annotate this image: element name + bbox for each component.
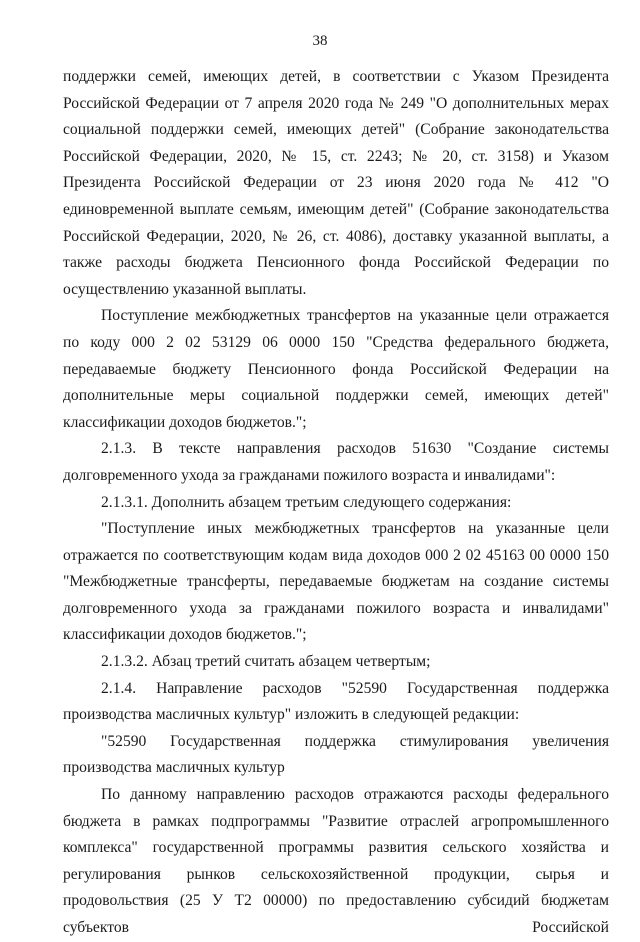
paragraph-2-1-3-2: 2.1.3.2. Абзац третий считать абзацем четвертым;: [101, 653, 431, 671]
paragraph-continuation: поддержки семей, имеющих детей, в соответствии с Указом Президента Российской Федерации от 7 апреля 2020 года № 249 "О дополнительных мерах социальной поддержки семей, имеющих детей" (Собрание законодательства Российской Федерации, 2020, № 15, ст. 2243; № 20, ст. 3158) и Указом Президента Российской Федерации от 23 июня 2020 года № 412 "О единовременной выплате семьям, имеющим детей" (Собрание законодательства Российской Федерации, 2020, № 26, ст. 4086), доставку указанной выплаты, а также расходы бюджета Пенсионного фонда Российской Федерации по осуществлению указанной выплаты.: [63, 68, 609, 298]
page-number: 38: [312, 33, 328, 49]
paragraph-quoted-transfers: "Поступление иных межбюджетных трансфертов на указанные цели отражается по соответствующим кодам вида доходов 000 2 02 45163 00 0000 150 "Межбюджетные трансферты, передаваемые бюджетам на создание системы долговременного ухода за гражданами пожилого возраста и инвалидами" классификации доходов бюджетов.";: [63, 520, 609, 644]
document-body: [63, 64, 609, 942]
paragraph-expense-direction: По данному направлению расходов отражаются расходы федерального бюджета в рамках подпрограммы "Развитие отраслей агропромышленного комплекса" государственной программы развития сельского хозяйства и регулирования рынков сельскохозяйственной продукции, сырья и продовольствия (25 У Т2 00000) по предоставлению субсидий бюджетам субъектов Российской: [63, 786, 609, 936]
paragraph-transfers-code: Поступление межбюджетных трансфертов на указанные цели отражается по коду 000 2 02 53129 06 0000 150 "Средства федерального бюджета, передаваемые бюджету Пенсионного фонда Российской Федерации на дополнительные меры социальной поддержки семей, имеющих детей" классификации доходов бюджетов.";: [63, 307, 609, 431]
paragraph-2-1-3-1: 2.1.3.1. Дополнить абзацем третьим следующего содержания:: [101, 493, 512, 511]
paragraph-52590-heading: "52590 Государственная поддержка стимулирования увеличения производства масличных культур: [63, 732, 609, 777]
paragraph-2-1-3: 2.1.3. В тексте направления расходов 51630 "Создание системы долговременного ухода за гражданами пожилого возраста и инвалидами":: [63, 440, 609, 484]
paragraph-2-1-4: 2.1.4. Направление расходов "52590 Государственная поддержка производства масличных культур" изложить в следующей редакции:: [63, 679, 609, 724]
